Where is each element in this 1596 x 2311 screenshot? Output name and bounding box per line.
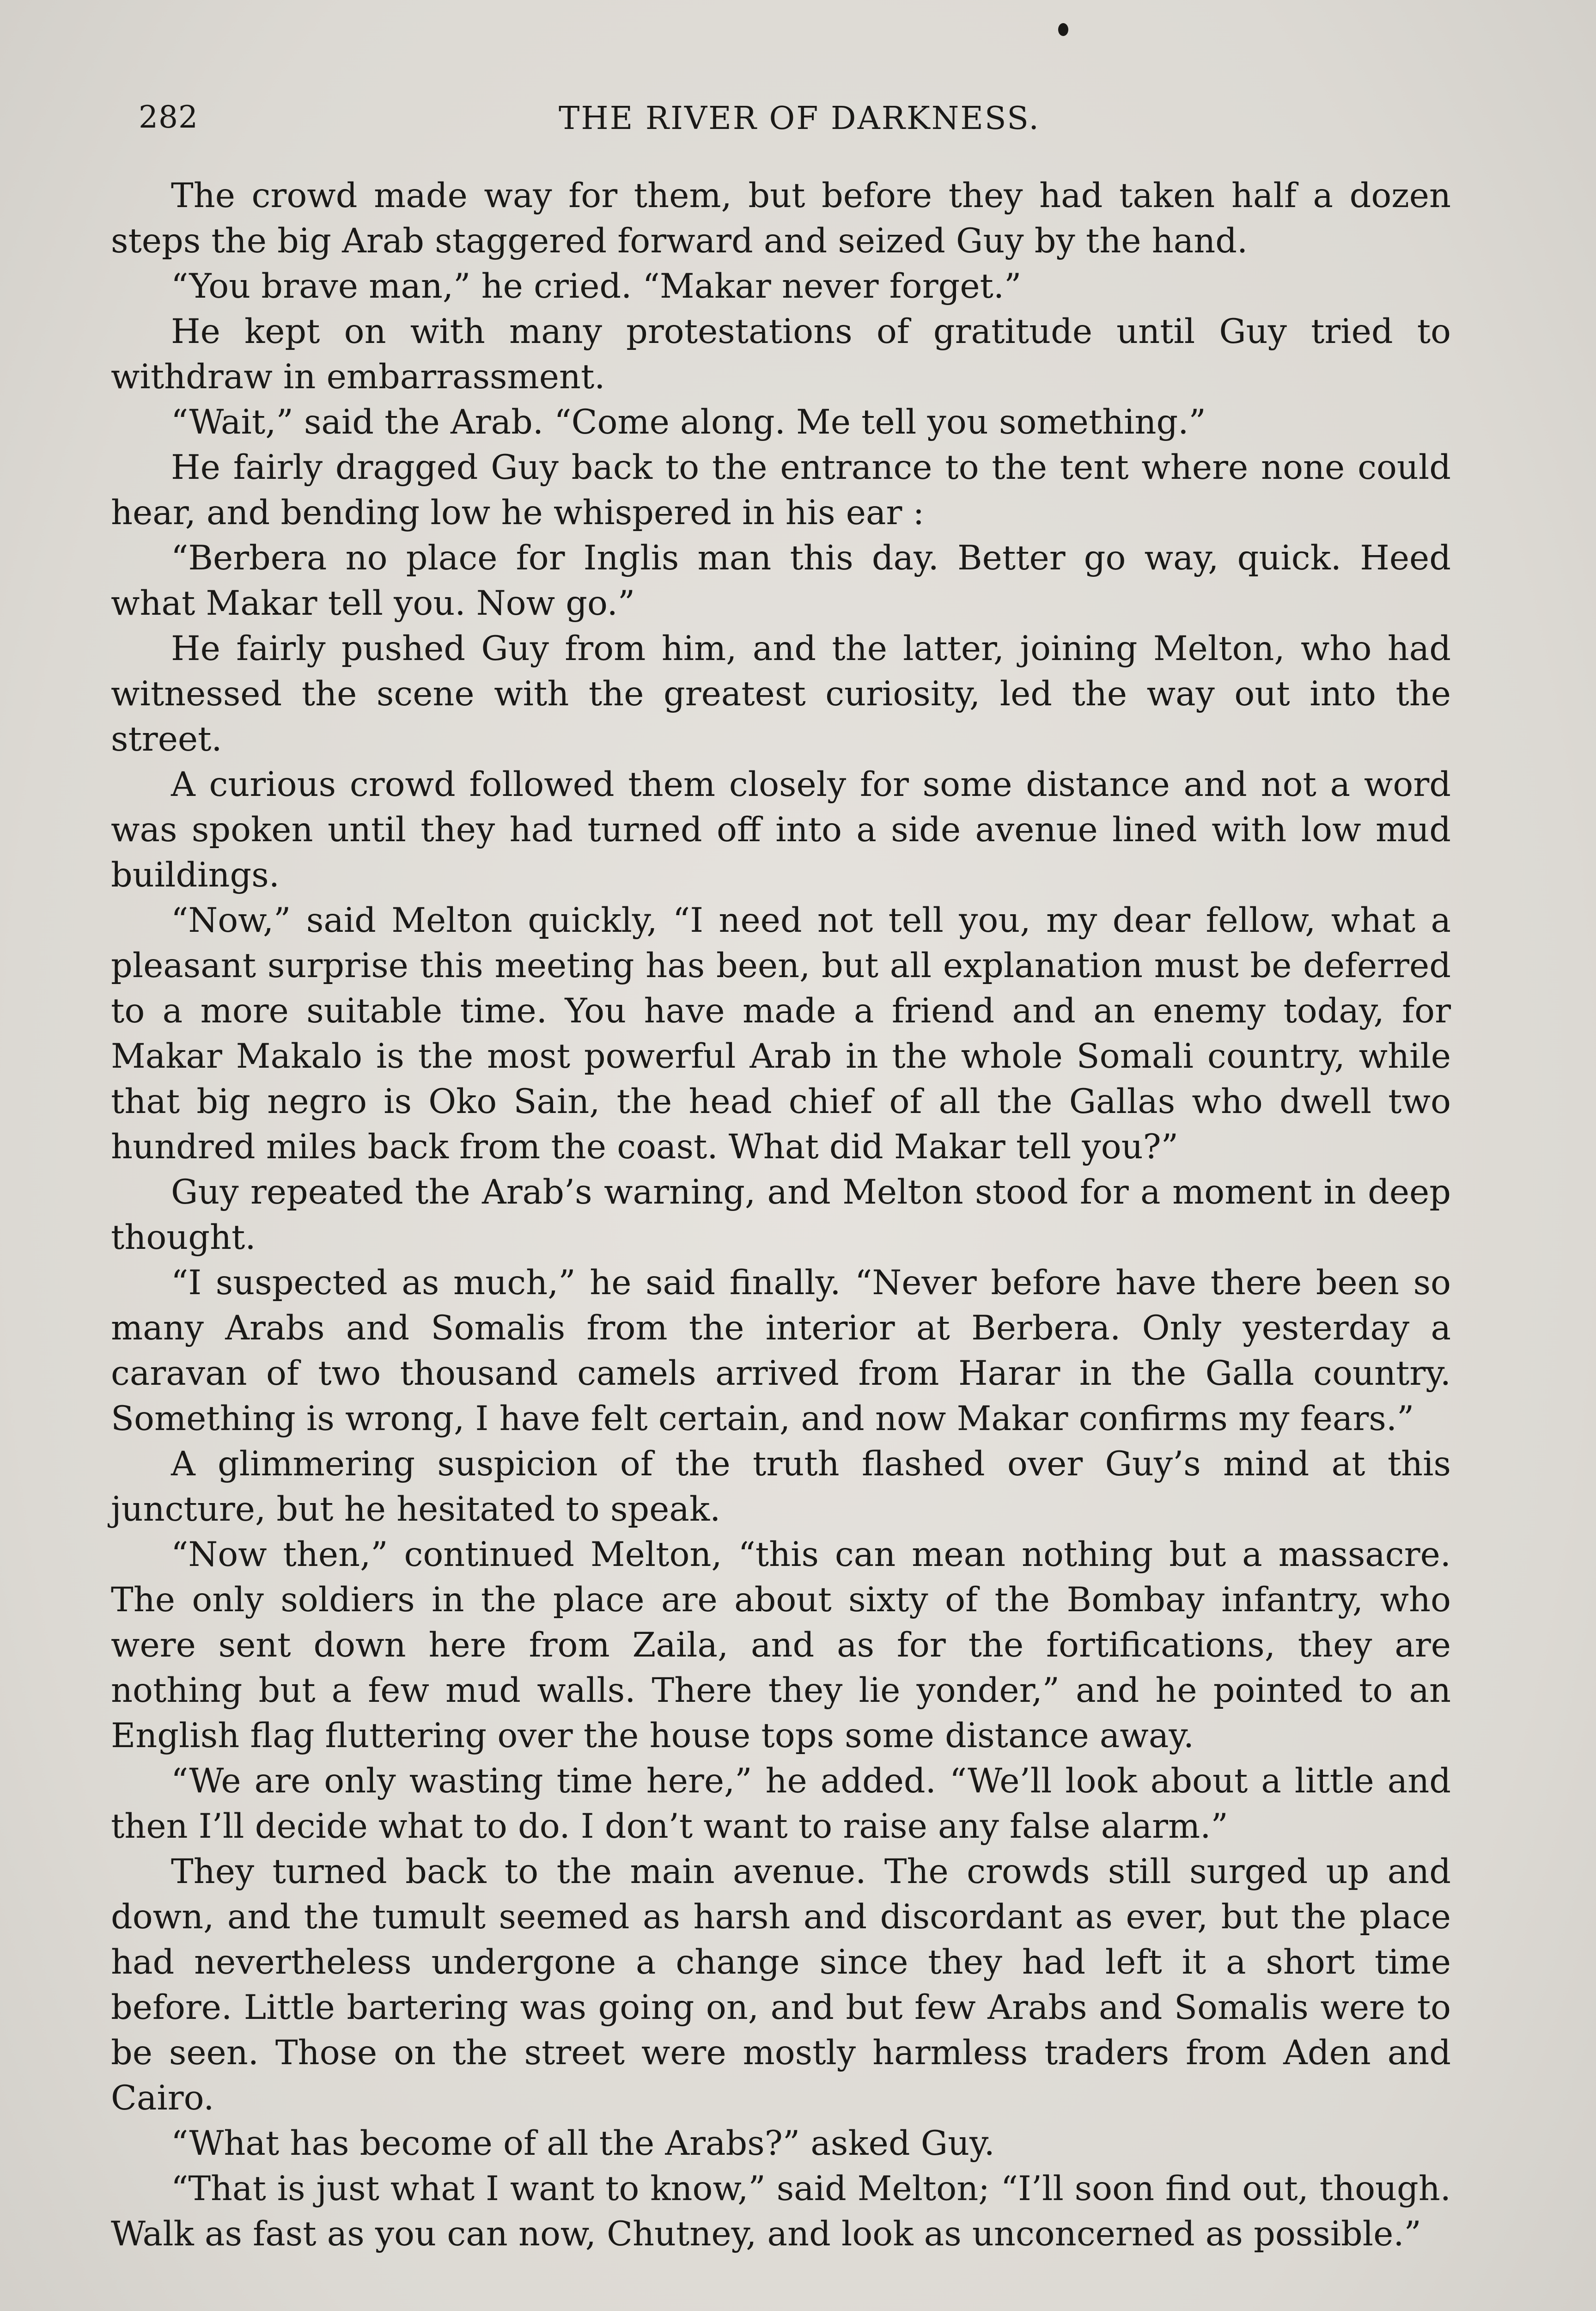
paragraph: “Now,” said Melton quickly, “I need not tell you, my dear fellow, what a pleasant surprise this meeting has been, but all explanation must be deferred to a more suitable time. You have made a friend and an enemy today, for Makar Makalo is the most powerful Arab in the whole Somali country, while that big negro is Oko Sain, the head chief of all the Gallas who dwell two hundred miles back from the coast. What did Makar tell you?” xyxy=(111,901,1451,1167)
paragraph: “Berbera no place for Inglis man this day. Better go way, quick. Heed what Makar tell you. Now go.” xyxy=(111,538,1451,623)
paragraph: “You brave man,” he cried. “Makar never forget.” xyxy=(171,267,1022,306)
paragraph: “Wait,” said the Arab. “Come along. Me tell you something.” xyxy=(171,403,1206,442)
paragraph: A curious crowd followed them closely for some distance and not a word was spoken until they had turned off into a side avenue lined with low mud buildings. xyxy=(111,765,1451,895)
paragraph: A glimmering suspicion of the truth flashed over Guy’s mind at this juncture, but he hesitated to speak. xyxy=(111,1444,1451,1529)
paragraph: They turned back to the main avenue. The crowds still surged up and down, and the tumult seemed as harsh and discordant as ever, but the place had nevertheless undergone a change since they had left it a short time before. Little bartering was going on, and but few Arabs and Somalis were to be seen. Those on the street were mostly harmless traders from Aden and Cairo. xyxy=(111,1852,1451,2118)
paragraph: He kept on with many protestations of gratitude until Guy tried to withdraw in embarrassment. xyxy=(111,312,1451,397)
page-number: 282 xyxy=(139,99,198,135)
paragraph: The crowd made way for them, but before they had taken half a dozen steps the big Arab staggered forward and seized Guy by the hand. xyxy=(111,176,1451,261)
running-title: THE RIVER OF DARKNESS. xyxy=(558,100,1040,137)
body-text xyxy=(111,173,1451,2257)
page-header xyxy=(139,95,1460,150)
ink-speck xyxy=(1058,23,1068,36)
paragraph: “That is just what I want to know,” said Melton; “I’ll soon find out, though. Walk as fast as you can now, Chutney, and look as unconcerned as possible.” xyxy=(111,2169,1451,2254)
paragraph: “We are only wasting time here,” he added. “We’ll look about a little and then I’ll decide what to do. I don’t want to raise any false alarm.” xyxy=(111,1761,1451,1846)
paragraph: “Now then,” continued Melton, “this can mean nothing but a massacre. The only soldiers in the place are about sixty of the Bombay infantry, who were sent down here from Zaila, and as for the fortifications, they are nothing but a few mud walls. There they lie yonder,” and he pointed to an English flag fluttering over the house tops some distance away. xyxy=(111,1535,1451,1755)
paragraph: He fairly pushed Guy from him, and the latter, joining Melton, who had witnessed the scene with the greatest curiosity, led the way out into the street. xyxy=(111,629,1451,759)
paragraph: Guy repeated the Arab’s warning, and Melton stood for a moment in deep thought. xyxy=(111,1173,1451,1257)
paragraph: “What has become of all the Arabs?” asked Guy. xyxy=(171,2124,995,2163)
paragraph: He fairly dragged Guy back to the entrance to the tent where none could hear, and bending low he whispered in his ear : xyxy=(111,448,1451,532)
paragraph: “I suspected as much,” he said finally. “Never before have there been so many Arabs and Somalis from the interior at Berbera. Only yesterday a caravan of two thousand camels arrived from Harar in the Galla country. Something is wrong, I have felt certain, and now Makar confirms my fears.” xyxy=(111,1263,1451,1438)
